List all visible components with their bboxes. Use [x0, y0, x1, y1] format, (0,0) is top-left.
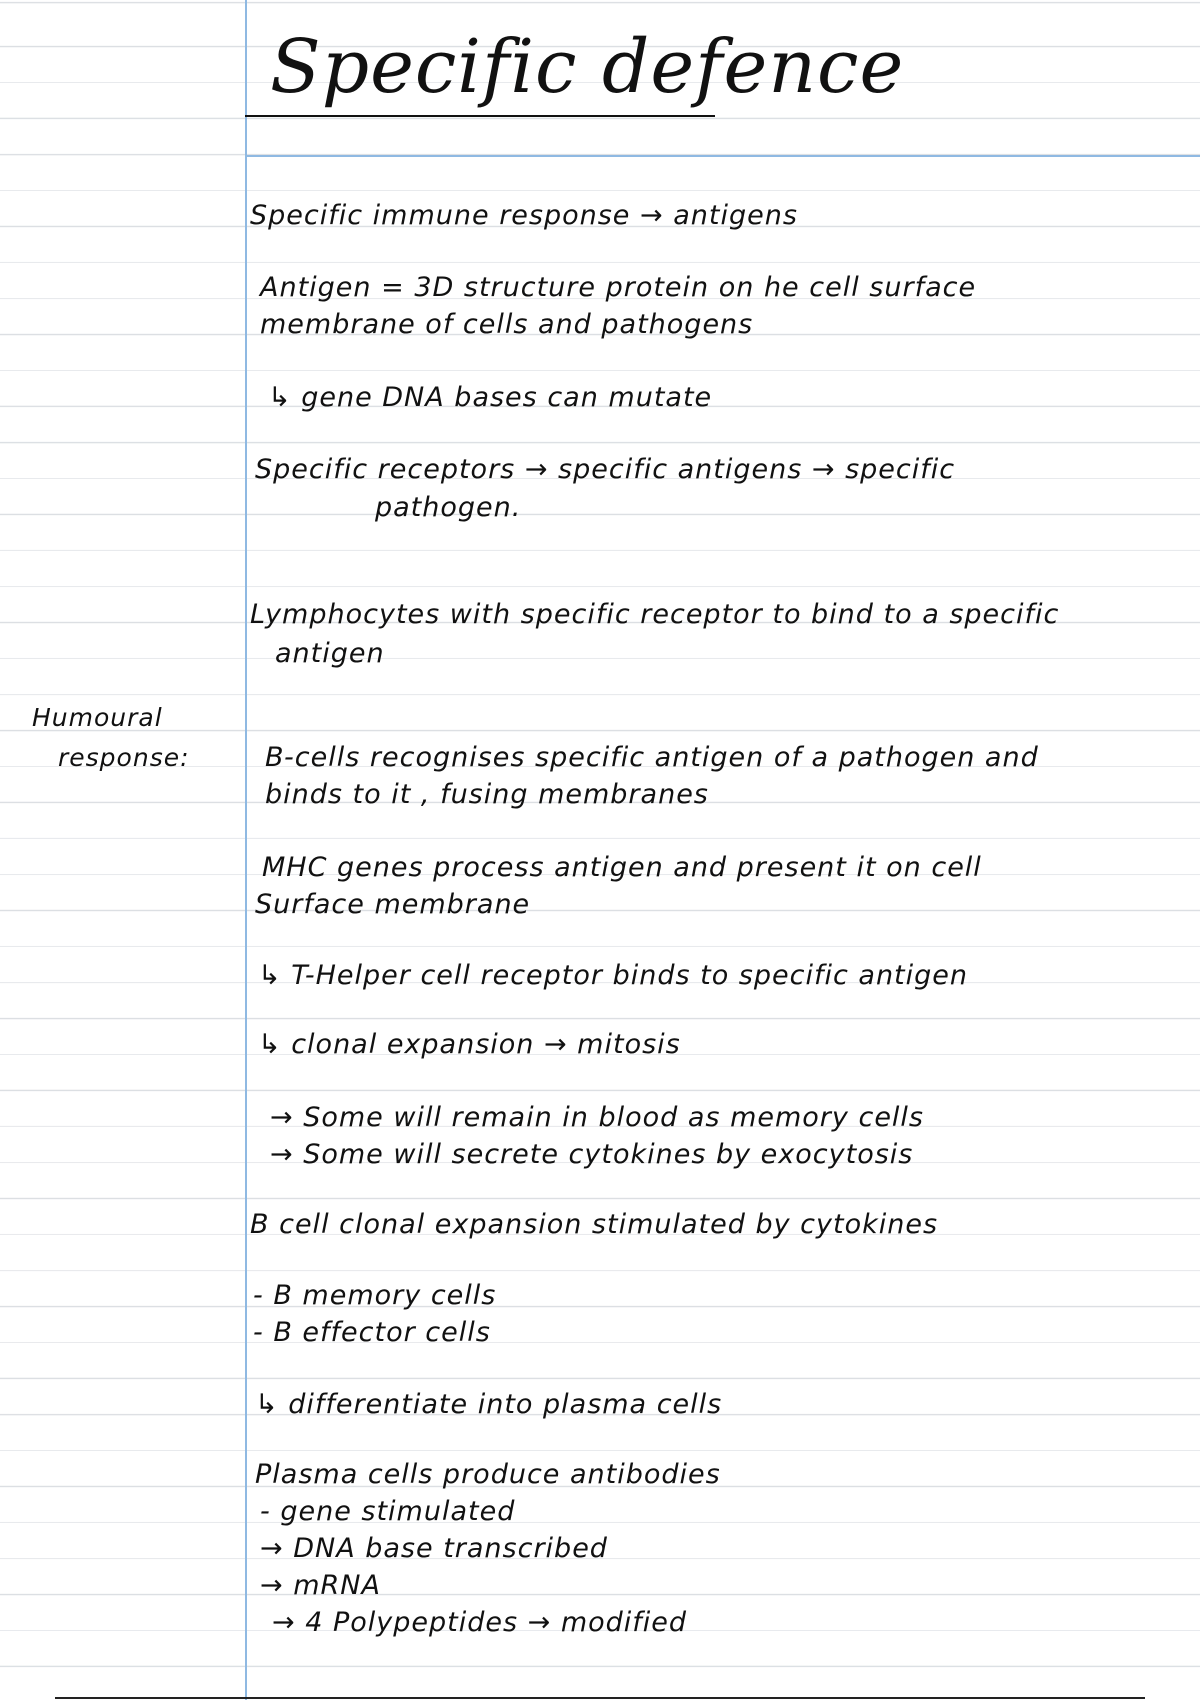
- bottom-rule: [55, 1697, 1145, 1699]
- margin-line: [245, 0, 247, 1700]
- margin-note-line-1: Humoural: [32, 703, 163, 732]
- note-line: Surface membrane: [255, 889, 531, 920]
- note-line: ↳ gene DNA bases can mutate: [268, 382, 713, 413]
- note-line: pathogen.: [375, 492, 522, 523]
- note-line: → mRNA: [260, 1570, 381, 1601]
- note-line: → DNA base transcribed: [260, 1533, 608, 1564]
- note-line: Specific immune response → antigens: [250, 200, 798, 231]
- note-line: - B memory cells: [253, 1280, 497, 1311]
- note-line: → 4 Polypeptides → modified: [272, 1607, 688, 1638]
- note-line: membrane of cells and pathogens: [260, 309, 754, 340]
- note-line: binds to it , fusing membranes: [265, 779, 709, 810]
- note-line: ↳ differentiate into plasma cells: [255, 1389, 723, 1420]
- note-line: → Some will remain in blood as memory cells: [270, 1102, 924, 1133]
- title-rule: [245, 155, 1200, 157]
- note-line: Specific receptors → specific antigens → specific: [255, 454, 956, 485]
- note-line: antigen: [275, 638, 385, 669]
- note-line: B-cells recognises specific antigen of a pathogen and: [265, 742, 1039, 773]
- note-line: Lymphocytes with specific receptor to bind to a specific: [250, 599, 1060, 630]
- note-line: - gene stimulated: [260, 1496, 516, 1527]
- note-line: ↳ T-Helper cell receptor binds to specific antigen: [258, 960, 969, 991]
- margin-note-line-2: response:: [58, 743, 190, 772]
- title-underline: [245, 115, 715, 117]
- note-line: → Some will secrete cytokines by exocytosis: [270, 1139, 914, 1170]
- note-line: Antigen = 3D structure protein on he cell surface: [260, 272, 977, 303]
- note-line: - B effector cells: [253, 1317, 491, 1348]
- note-line: ↳ clonal expansion → mitosis: [258, 1029, 681, 1060]
- note-line: B cell clonal expansion stimulated by cytokines: [250, 1209, 939, 1240]
- note-line: MHC genes process antigen and present it on cell: [262, 852, 982, 883]
- note-line: Plasma cells produce antibodies: [255, 1459, 721, 1490]
- page-title: Specific defence: [270, 24, 905, 110]
